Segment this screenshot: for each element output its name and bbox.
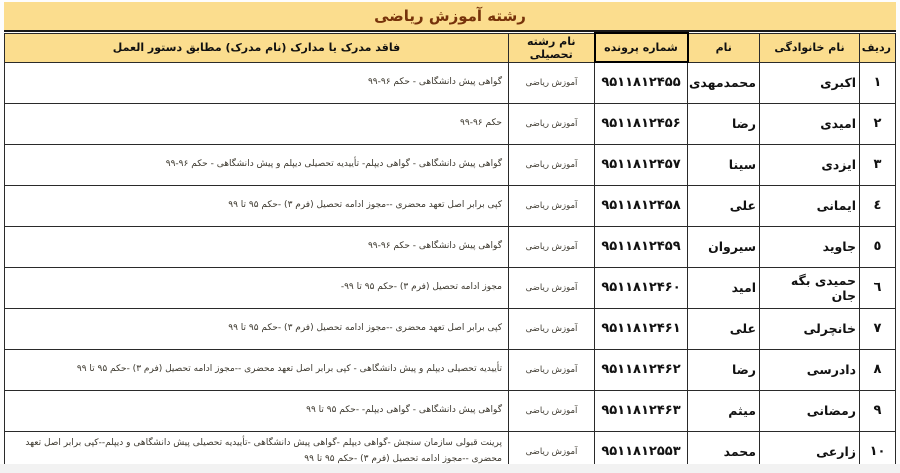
cell-row-no: ٧ — [860, 308, 896, 349]
cell-row-no: ١٠ — [860, 431, 896, 472]
table-row — [5, 390, 896, 431]
cell-file-number: ۹۵۱۱۸۱۲۴۶۳ — [595, 390, 688, 431]
cell-file-number: ۹۵۱۱۸۱۲۴۶۱ — [595, 308, 688, 349]
cell-major: آموزش ریاضی — [509, 144, 595, 185]
column-header-family-name: نام خانوادگی — [760, 33, 860, 62]
column-header-missing-docs: فاقد مدرک یا مدارک (نام مدرک) مطابق دستور العمل — [5, 33, 509, 62]
cell-family-name: ایزدی — [760, 144, 860, 185]
cell-major: آموزش ریاضی — [509, 62, 595, 103]
cell-missing-docs: کپی برابر اصل تعهد محضری --مجوز ادامه تحصیل (فرم ۳) -حکم ۹۵ تا ۹۹ — [5, 308, 509, 349]
cell-file-number: ۹۵۱۱۸۱۲۴۵۷ — [595, 144, 688, 185]
cell-family-name: ایمانی — [760, 185, 860, 226]
cell-family-name: خانچرلی — [760, 308, 860, 349]
cell-row-no: ١ — [860, 62, 896, 103]
cell-row-no: ٦ — [860, 267, 896, 308]
cell-first-name: سینا — [688, 144, 760, 185]
cell-missing-docs: حکم ۹۶-۹۹ — [5, 103, 509, 144]
cell-family-name: امیدی — [760, 103, 860, 144]
cell-file-number: ۹۵۱۱۸۱۲۴۵۸ — [595, 185, 688, 226]
page-title: رشته آموزش ریاضی — [374, 7, 526, 25]
cell-first-name: علی — [688, 308, 760, 349]
cell-family-name: زارعی — [760, 431, 860, 472]
cell-missing-docs: گواهی پیش دانشگاهی - گواهی دیپلم- -حکم ۹۵ تا ۹۹ — [5, 390, 509, 431]
cell-missing-docs: کپی برابر اصل تعهد محضری --مجوز ادامه تحصیل (فرم ۳) -حکم ۹۵ تا ۹۹ — [5, 185, 509, 226]
cell-family-name: اکبری — [760, 62, 860, 103]
cell-file-number: ۹۵۱۱۸۱۲۴۵۹ — [595, 226, 688, 267]
table-row — [5, 185, 896, 226]
cell-major: آموزش ریاضی — [509, 267, 595, 308]
column-header-row-no: ردیف — [860, 33, 896, 62]
table-row — [5, 349, 896, 390]
cell-missing-docs: تأییدیه تحصیلی دیپلم و پیش دانشگاهی - کپی برابر اصل تعهد محضری --مجوز ادامه تحصیل (فرم ۳) -حکم ۹۵ تا ۹۹ — [5, 349, 509, 390]
roster-sheet — [4, 2, 896, 473]
title-band — [4, 2, 896, 32]
cell-row-no: ٥ — [860, 226, 896, 267]
cell-family-name: رمضانی — [760, 390, 860, 431]
table-row — [5, 308, 896, 349]
students-table — [4, 32, 896, 473]
cell-major: آموزش ریاضی — [509, 308, 595, 349]
cell-first-name: علی — [688, 185, 760, 226]
cell-row-no: ٨ — [860, 349, 896, 390]
cell-missing-docs: گواهی پیش دانشگاهی - گواهی دیپلم- تأییدیه تحصیلی دیپلم و پیش دانشگاهی - حکم ۹۶-۹۹ — [5, 144, 509, 185]
header-row — [5, 33, 896, 62]
table-row — [5, 103, 896, 144]
cell-first-name: محمد — [688, 431, 760, 472]
cell-first-name: رضا — [688, 103, 760, 144]
cell-family-name: دادرسی — [760, 349, 860, 390]
cell-major: آموزش ریاضی — [509, 390, 595, 431]
cell-major: آموزش ریاضی — [509, 226, 595, 267]
cell-first-name: رضا — [688, 349, 760, 390]
cell-file-number: ۹۵۱۱۸۱۲۴۵۵ — [595, 62, 688, 103]
cell-major: آموزش ریاضی — [509, 185, 595, 226]
table-row — [5, 267, 896, 308]
cell-family-name: حمیدی بگه جان — [760, 267, 860, 308]
cell-major: آموزش ریاضی — [509, 349, 595, 390]
cell-file-number: ۹۵۱۱۸۱۲۴۶۲ — [595, 349, 688, 390]
cell-first-name: محمدمهدی — [688, 62, 760, 103]
table-row — [5, 144, 896, 185]
sheet-bottom-margin — [0, 464, 900, 473]
cell-missing-docs: مجوز ادامه تحصیل (فرم ۳) -حکم ۹۵ تا ۹۹- — [5, 267, 509, 308]
cell-first-name: امید — [688, 267, 760, 308]
cell-missing-docs: گواهی پیش دانشگاهی - حکم ۹۶-۹۹ — [5, 62, 509, 103]
column-header-file-number: شماره پرونده — [595, 33, 688, 62]
cell-row-no: ٩ — [860, 390, 896, 431]
cell-row-no: ٣ — [860, 144, 896, 185]
column-header-first-name: نام — [688, 33, 760, 62]
table-row — [5, 62, 896, 103]
cell-file-number: ۹۵۱۱۸۱۲۴۵۶ — [595, 103, 688, 144]
cell-major: آموزش ریاضی — [509, 431, 595, 472]
cell-file-number: ۹۵۱۱۸۱۲۵۵۳ — [595, 431, 688, 472]
cell-major: آموزش ریاضی — [509, 103, 595, 144]
cell-first-name: میثم — [688, 390, 760, 431]
column-header-major: نام رشته تحصیلی — [509, 33, 595, 62]
cell-missing-docs: گواهی پیش دانشگاهی - حکم ۹۶-۹۹ — [5, 226, 509, 267]
cell-row-no: ٤ — [860, 185, 896, 226]
cell-missing-docs: پرینت قبولی سازمان سنجش -گواهی دیپلم -گواهی پیش دانشگاهی -تأییدیه تحصیلی پیش دانشگاهی و دیپلم--کپی برابر اصل تعهد محضری --مجوز ادامه تحصیل (فرم ۳) -حکم ۹۵ تا ۹۹ — [5, 431, 509, 472]
cell-family-name: جاوید — [760, 226, 860, 267]
cell-file-number: ۹۵۱۱۸۱۲۴۶۰ — [595, 267, 688, 308]
table-row — [5, 226, 896, 267]
cell-row-no: ٢ — [860, 103, 896, 144]
cell-first-name: سیروان — [688, 226, 760, 267]
